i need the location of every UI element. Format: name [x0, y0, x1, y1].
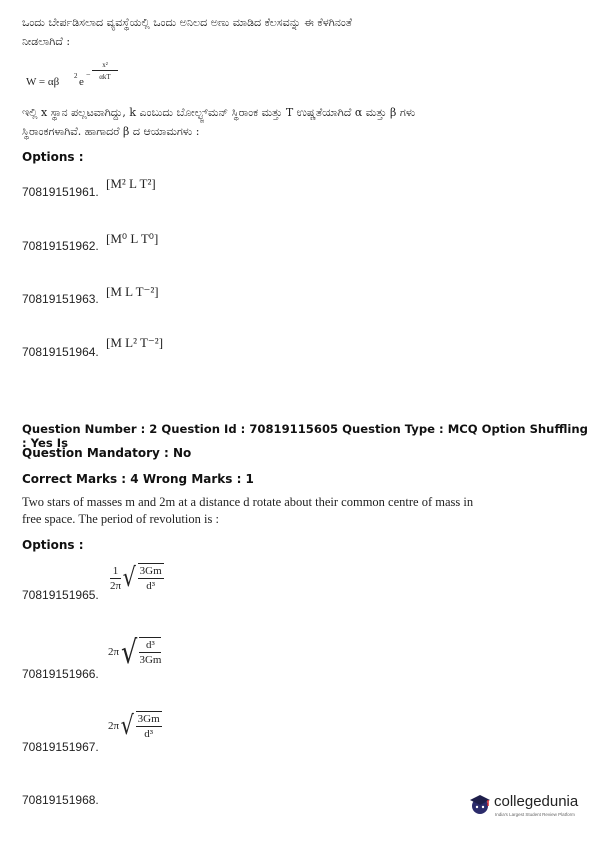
option-id: 70819151965. [22, 588, 99, 602]
option-formula [108, 711, 162, 741]
sqrt-sign: √ [120, 711, 134, 741]
option-text: [M⁰ L T⁰] [106, 231, 159, 246]
q1-options-label: Options : [22, 150, 84, 164]
coefficient-denominator: 2π [110, 579, 122, 592]
option-id: 70819151966. [22, 667, 99, 681]
coefficient: 2π [108, 646, 120, 658]
logo-name: collegedunia [494, 793, 579, 810]
q1-statement-line4: ಸ್ಥಿರಾಂಕಗಳಾಗಿವೆ. ಹಾಗಾದರೆ β ದ ಆಯಾಮಗಳು : [22, 125, 200, 138]
option-text: [M L T⁻²] [106, 284, 159, 299]
q2-header-line1: Question Number : 2 Question Id : 70819115605 Question Type : MCQ Option Shuffling : Yes Is [22, 422, 588, 450]
option-id: 70819151967. [22, 740, 99, 754]
option-formula [110, 563, 164, 603]
formula-exp-num: x² [92, 60, 118, 71]
logo-tagline: India's Largest Student Review Platform [495, 812, 575, 817]
sqrt-sign: √ [122, 563, 136, 593]
radicand-numerator: 3Gm [137, 713, 160, 725]
radicand-fraction [139, 637, 161, 667]
radicand-denominator: d³ [144, 728, 154, 740]
option-text: [M² L T²] [106, 176, 156, 191]
coefficient-numerator: 1 [110, 564, 121, 579]
formula-e: e [79, 76, 84, 88]
q2-statement-line2: free space. The period of revolution is : [22, 512, 219, 526]
option-id: 70819151962. [22, 239, 99, 253]
option-text: [M L² T⁻²] [106, 335, 164, 350]
option-id: 70819151964. [22, 345, 99, 359]
q1-formula [26, 60, 146, 100]
formula-square: 2 [74, 72, 78, 80]
option-id: 70819151968. [22, 793, 99, 807]
radicand-fraction [136, 711, 162, 741]
radicand-denominator: d³ [146, 580, 156, 592]
coefficient: 2π [108, 720, 120, 732]
collegedunia-logo [468, 788, 588, 822]
q1-statement-line1: ಒಂದು ಬೇರ್ಪಡಿಸಲಾದ ವ್ಯವಸ್ಥೆಯಲ್ಲಿ ಒಂದು ಅನಿಲದ ಅಣು ಮಾಡಿದ ಕೆಲಸವನ್ನು ಈ ಕೆಳಗಿನಂತೆ [22, 16, 352, 29]
q1-statement-line3: ಇಲ್ಲಿ x ಸ್ಥಾನ ಪಲ್ಲಟವಾಗಿದ್ದು, k ಎಂಬುದು ಬೋಲ್ಟ್ಜ್‌ಮನ್ ಸ್ಥಿರಾಂಕ ಮತ್ತು T ಉಷ್ಣತೆಯಾಗಿದೆ α ಮತ್ತು β ಗಳು [22, 106, 416, 119]
graduation-cap-icon [468, 792, 492, 816]
q2-header-line2: Question Mandatory : No [22, 446, 192, 460]
option-id: 70819151961. [22, 185, 99, 199]
sqrt-sign: √ [121, 633, 138, 671]
formula-minus: − [86, 70, 91, 79]
radicand-numerator: 3Gm [139, 565, 162, 577]
q2-marks: Correct Marks : 4 Wrong Marks : 1 [22, 472, 254, 486]
option-formula [108, 634, 161, 670]
q2-statement-line1: Two stars of masses m and 2m at a distance d rotate about their common centre of mass in [22, 495, 474, 509]
radicand-denominator: 3Gm [139, 654, 162, 666]
q2-options-label: Options : [22, 538, 84, 552]
radicand-numerator: d³ [139, 638, 161, 653]
q1-statement-line2: ನೀಡಲಾಗಿದೆ : [22, 35, 71, 48]
coefficient-fraction [110, 564, 121, 593]
radicand-fraction [138, 563, 164, 593]
option-id: 70819151963. [22, 292, 99, 306]
formula-lhs: W = αβ [26, 76, 60, 88]
formula-exp-den: αkT [99, 73, 111, 81]
